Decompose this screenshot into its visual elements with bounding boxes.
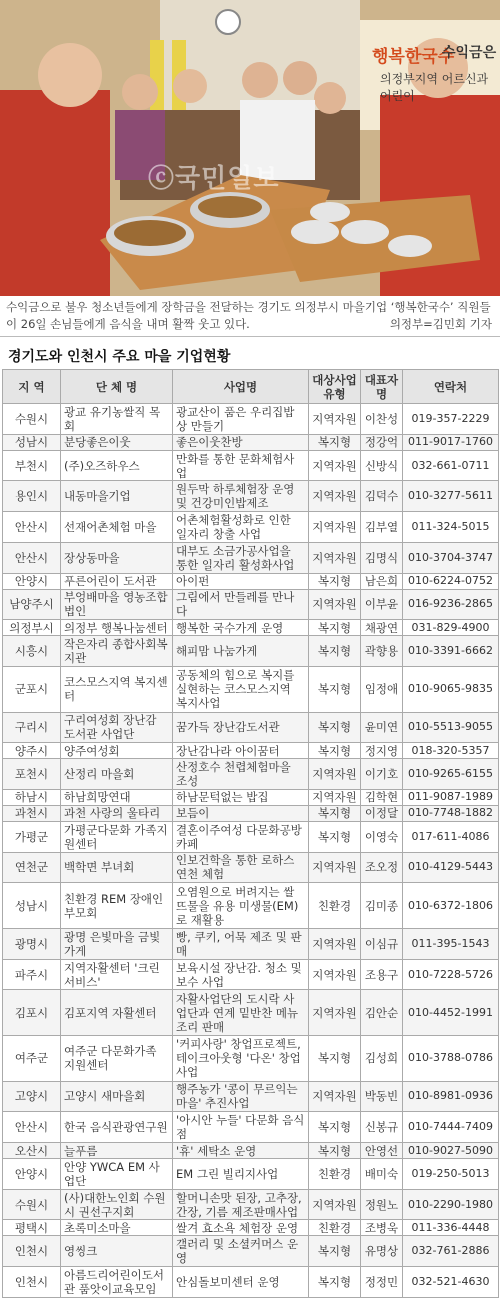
representative-cell: 김미종: [361, 883, 403, 929]
business-type-cell: 복지형: [309, 1267, 361, 1298]
group-name-cell: 내동마을기업: [61, 481, 173, 512]
group-name-cell: 가평군다문화 가족지원센터: [61, 821, 173, 852]
group-name-cell: 고양시 새마을회: [61, 1081, 173, 1112]
representative-cell: 이영숙: [361, 821, 403, 852]
table-row: [3, 1220, 499, 1236]
business-name-cell: 하남문턱없는 밥집: [173, 789, 309, 805]
business-name-cell: 보육시설 장난감. 청소 및 보수 사업: [173, 959, 309, 990]
representative-cell: 곽향용: [361, 636, 403, 667]
contact-cell: 010-4452-1991: [403, 990, 499, 1036]
contact-cell: 010-9027-5090: [403, 1143, 499, 1159]
business-type-cell: 복지형: [309, 620, 361, 636]
region-cell: 포천시: [3, 759, 61, 790]
region-cell: 여주군: [3, 1035, 61, 1081]
contact-cell: 010-3391-6662: [403, 636, 499, 667]
table-row: [3, 852, 499, 883]
business-type-cell: 지역자원: [309, 1081, 361, 1112]
region-cell: 연천군: [3, 852, 61, 883]
contact-cell: 010-4129-5443: [403, 852, 499, 883]
contact-cell: 032-761-2886: [403, 1236, 499, 1267]
business-name-cell: 인보건학을 통한 로하스연천 체험: [173, 852, 309, 883]
contact-cell: 010-9065-9835: [403, 666, 499, 712]
business-type-cell: 지역자원: [309, 852, 361, 883]
business-name-cell: 만화를 통한 문화체험사업: [173, 450, 309, 481]
shop-sign-title: 행복한국수: [372, 47, 455, 67]
representative-cell: 정지영: [361, 743, 403, 759]
region-cell: 안산시: [3, 1112, 61, 1143]
table-header-row: [3, 370, 499, 404]
group-name-cell: (사)대한노인회 수원시 권선구지회: [61, 1189, 173, 1220]
region-cell: 구리시: [3, 712, 61, 743]
group-name-cell: 산정리 마을회: [61, 759, 173, 790]
business-type-cell: 지역자원: [309, 404, 361, 435]
representative-cell: 남은희: [361, 573, 403, 589]
region-cell: 시흥시: [3, 636, 61, 667]
contact-cell: 010-3704-3747: [403, 542, 499, 573]
contact-cell: 010-6372-1806: [403, 883, 499, 929]
business-name-cell: 빵, 쿠키, 어묵 제조 및 판매: [173, 928, 309, 959]
region-cell: 인천시: [3, 1267, 61, 1298]
caption-text: 수익금으로 불우 청소년들에게 장학금을 전달하는 경기도 의정부시 마을기업 ‘행복한국수’ 직원들이 26일 손님들에게 음식을 내며 활짝 웃고 있다.: [6, 300, 491, 331]
representative-cell: 정강억: [361, 434, 403, 450]
representative-cell: 정정민: [361, 1267, 403, 1298]
group-name-cell: 하남희망연대: [61, 789, 173, 805]
group-name-cell: 친환경 REM 장애인 부모회: [61, 883, 173, 929]
business-type-cell: 복지형: [309, 434, 361, 450]
table-row: [3, 883, 499, 929]
header-contact: 연락처: [403, 370, 499, 404]
region-cell: 과천시: [3, 805, 61, 821]
table-row: [3, 759, 499, 790]
shop-sign-subtext: 의정부지역 어르신과 어린이: [380, 72, 489, 103]
group-name-cell: 장상동마을: [61, 542, 173, 573]
business-name-cell: 꿈가득 장난감도서관: [173, 712, 309, 743]
contact-cell: 019-357-2229: [403, 404, 499, 435]
group-name-cell: 의정부 행복나눔센터: [61, 620, 173, 636]
table-row: [3, 1189, 499, 1220]
region-cell: 안산시: [3, 542, 61, 573]
business-type-cell: 복지형: [309, 805, 361, 821]
business-name-cell: 장난감나라 아이꿈터: [173, 743, 309, 759]
table-row: [3, 959, 499, 990]
representative-cell: 김명식: [361, 542, 403, 573]
business-type-cell: 지역자원: [309, 789, 361, 805]
business-name-cell: 갤러리 및 소셜커머스 운영: [173, 1236, 309, 1267]
contact-cell: 019-250-5013: [403, 1158, 499, 1189]
business-type-cell: 지역자원: [309, 450, 361, 481]
business-type-cell: 복지형: [309, 1112, 361, 1143]
contact-cell: 011-9087-1989: [403, 789, 499, 805]
representative-cell: 신봉규: [361, 1112, 403, 1143]
region-cell: 안양시: [3, 1158, 61, 1189]
contact-cell: 031-829-4900: [403, 620, 499, 636]
business-name-cell: EM 그린 빌리지사업: [173, 1158, 309, 1189]
business-name-cell: 보듬이: [173, 805, 309, 821]
table-row: [3, 1143, 499, 1159]
representative-cell: 조병욱: [361, 1220, 403, 1236]
contact-cell: 010-7444-7409: [403, 1112, 499, 1143]
business-type-cell: 복지형: [309, 712, 361, 743]
business-type-cell: 복지형: [309, 821, 361, 852]
representative-cell: 이기호: [361, 759, 403, 790]
representative-cell: 정원노: [361, 1189, 403, 1220]
business-type-cell: 지역자원: [309, 990, 361, 1036]
business-name-cell: '커피사랑' 창업프로젝트, 테이크아웃형 '다온' 창업 사업: [173, 1035, 309, 1081]
region-cell: 김포시: [3, 990, 61, 1036]
representative-cell: 이정달: [361, 805, 403, 821]
business-name-cell: '휴' 세탁소 운영: [173, 1143, 309, 1159]
group-name-cell: 코스모스지역 복지센터: [61, 666, 173, 712]
contact-cell: 032-521-4630: [403, 1267, 499, 1298]
group-name-cell: 광교 유기농쌀직 목회: [61, 404, 173, 435]
representative-cell: 김학현: [361, 789, 403, 805]
business-type-cell: 복지형: [309, 743, 361, 759]
representative-cell: 유명상: [361, 1236, 403, 1267]
group-name-cell: 푸른어린이 도서관: [61, 573, 173, 589]
business-name-cell: 어촌체험활성화로 인한 일자리 창출 사업: [173, 512, 309, 543]
business-type-cell: 복지형: [309, 573, 361, 589]
region-cell: 고양시: [3, 1081, 61, 1112]
group-name-cell: 분당좋은이웃: [61, 434, 173, 450]
representative-cell: 조오정: [361, 852, 403, 883]
region-cell: 부천시: [3, 450, 61, 481]
table-row: [3, 1081, 499, 1112]
representative-cell: 이찬성: [361, 404, 403, 435]
business-name-cell: 광교산이 품은 우리집밥상 만들기: [173, 404, 309, 435]
business-name-cell: 해피맘 나눔가게: [173, 636, 309, 667]
table-row: [3, 512, 499, 543]
header-representative: 대표자 명: [361, 370, 403, 404]
region-cell: 광명시: [3, 928, 61, 959]
group-name-cell: 과천 사랑의 울타리: [61, 805, 173, 821]
photo-caption: [0, 297, 500, 337]
table-body: [3, 404, 499, 1298]
news-photo: [0, 0, 500, 296]
group-name-cell: 늘푸름: [61, 1143, 173, 1159]
business-name-cell: 원두막 하루체험장 운영 및 건강미인밥제조: [173, 481, 309, 512]
region-cell: 성남시: [3, 883, 61, 929]
region-cell: 군포시: [3, 666, 61, 712]
region-cell: 의정부시: [3, 620, 61, 636]
group-name-cell: 여주군 다문화가족 지원센터: [61, 1035, 173, 1081]
region-cell: 양주시: [3, 743, 61, 759]
table-row: [3, 542, 499, 573]
table-row: [3, 434, 499, 450]
business-name-cell: 대부도 소금가공사업을 통한 일자리 활성화사업: [173, 542, 309, 573]
table-row: [3, 666, 499, 712]
table-row: [3, 636, 499, 667]
region-cell: 수원시: [3, 404, 61, 435]
group-name-cell: 선재어촌체험 마을: [61, 512, 173, 543]
region-cell: 가평군: [3, 821, 61, 852]
business-name-cell: 행복한 국수가게 운영: [173, 620, 309, 636]
contact-cell: 011-324-5015: [403, 512, 499, 543]
region-cell: 성남시: [3, 434, 61, 450]
business-name-cell: 결혼이주여성 다문화공방 카페: [173, 821, 309, 852]
table-row: [3, 620, 499, 636]
business-type-cell: 복지형: [309, 636, 361, 667]
business-type-cell: 친환경: [309, 1158, 361, 1189]
business-type-cell: 지역자원: [309, 542, 361, 573]
table-row: [3, 928, 499, 959]
table-row: [3, 1112, 499, 1143]
business-type-cell: 복지형: [309, 1236, 361, 1267]
header-business-type: 대상사업 유형: [309, 370, 361, 404]
table-row: [3, 573, 499, 589]
table-row: [3, 821, 499, 852]
business-type-cell: 지역자원: [309, 759, 361, 790]
group-name-cell: 백학면 부녀회: [61, 852, 173, 883]
table-row: [3, 589, 499, 620]
group-name-cell: 작은자리 종합사회복지관: [61, 636, 173, 667]
business-type-cell: 복지형: [309, 1143, 361, 1159]
group-name-cell: 초록미소마을: [61, 1220, 173, 1236]
group-name-cell: 지역자활센터 '크린 서비스': [61, 959, 173, 990]
table-row: [3, 1158, 499, 1189]
header-group-name: 단 체 명: [61, 370, 173, 404]
contact-cell: 018-320-5357: [403, 743, 499, 759]
table-row: [3, 712, 499, 743]
business-type-cell: 지역자원: [309, 481, 361, 512]
business-name-cell: 공동체의 힘으로 복지를 실현하는 코스모스지역 복지사업: [173, 666, 309, 712]
business-name-cell: 안심돌보미센터 운영: [173, 1267, 309, 1298]
region-cell: 용인시: [3, 481, 61, 512]
business-type-cell: 복지형: [309, 1035, 361, 1081]
contact-cell: 010-9265-6155: [403, 759, 499, 790]
business-type-cell: 친환경: [309, 1220, 361, 1236]
region-cell: 인천시: [3, 1236, 61, 1267]
business-name-cell: 행주농가 '콩이 무르익는 마을' 추진사업: [173, 1081, 309, 1112]
region-cell: 남양주시: [3, 589, 61, 620]
group-name-cell: 김포지역 자활센터: [61, 990, 173, 1036]
region-cell: 오산시: [3, 1143, 61, 1159]
shop-sign-text: 수익금은: [442, 45, 497, 61]
table-row: [3, 789, 499, 805]
region-cell: 안양시: [3, 573, 61, 589]
table-row: [3, 743, 499, 759]
representative-cell: 임정애: [361, 666, 403, 712]
business-name-cell: 산정호수 천렵체험마을 조성: [173, 759, 309, 790]
group-name-cell: 부엉배마을 영농조합법인: [61, 589, 173, 620]
header-region: 지 역: [3, 370, 61, 404]
table-row: [3, 805, 499, 821]
table-row: [3, 481, 499, 512]
header-business-name: 사업명: [173, 370, 309, 404]
representative-cell: 신방식: [361, 450, 403, 481]
region-cell: 수원시: [3, 1189, 61, 1220]
representative-cell: 윤미연: [361, 712, 403, 743]
contact-cell: 010-6224-0752: [403, 573, 499, 589]
group-name-cell: 한국 음식관광연구원: [61, 1112, 173, 1143]
representative-cell: 김덕수: [361, 481, 403, 512]
contact-cell: 010-2290-1980: [403, 1189, 499, 1220]
table-row: [3, 404, 499, 435]
contact-cell: 032-661-0711: [403, 450, 499, 481]
contact-cell: 011-9017-1760: [403, 434, 499, 450]
contact-cell: 017-611-4086: [403, 821, 499, 852]
group-name-cell: 영씽크: [61, 1236, 173, 1267]
business-type-cell: 지역자원: [309, 928, 361, 959]
representative-cell: 김부열: [361, 512, 403, 543]
group-name-cell: 구리여성회 장난감 도서관 사업단: [61, 712, 173, 743]
business-type-cell: 지역자원: [309, 1189, 361, 1220]
contact-cell: 010-3277-5611: [403, 481, 499, 512]
business-name-cell: 자활사업단의 도시락 사업단과 연계 밑반찬 메뉴 조리 판매: [173, 990, 309, 1036]
business-name-cell: 그림에서 만들레를 만나다: [173, 589, 309, 620]
business-name-cell: 쌀겨 효소욕 체험장 운영: [173, 1220, 309, 1236]
table-row: [3, 1236, 499, 1267]
region-cell: 평택시: [3, 1220, 61, 1236]
business-type-cell: 지역자원: [309, 959, 361, 990]
table-row: [3, 450, 499, 481]
group-name-cell: 안양 YWCA EM 사업단: [61, 1158, 173, 1189]
contact-cell: 010-3788-0786: [403, 1035, 499, 1081]
group-name-cell: 양주여성회: [61, 743, 173, 759]
business-name-cell: '아시안 누들' 다문화 음식점: [173, 1112, 309, 1143]
contact-cell: 010-7228-5726: [403, 959, 499, 990]
group-name-cell: 광명 은빛마을 금빛가게: [61, 928, 173, 959]
village-enterprise-table: [2, 369, 499, 1298]
representative-cell: 박동빈: [361, 1081, 403, 1112]
contact-cell: 016-9236-2865: [403, 589, 499, 620]
business-type-cell: 친환경: [309, 883, 361, 929]
contact-cell: 010-7748-1882: [403, 805, 499, 821]
representative-cell: 안영선: [361, 1143, 403, 1159]
group-name-cell: 아름드리어린이도서관 품앗이교육모임: [61, 1267, 173, 1298]
representative-cell: 김안순: [361, 990, 403, 1036]
region-cell: 안산시: [3, 512, 61, 543]
representative-cell: 조용구: [361, 959, 403, 990]
business-name-cell: 좋은이웃찬방: [173, 434, 309, 450]
contact-cell: 011-336-4448: [403, 1220, 499, 1236]
watermark: ⓒ국민일보: [148, 164, 280, 194]
representative-cell: 채광연: [361, 620, 403, 636]
business-type-cell: 지역자원: [309, 589, 361, 620]
business-name-cell: 할머니손맛 된장, 고추장, 간장, 기름 제조판매사업: [173, 1189, 309, 1220]
representative-cell: 김성희: [361, 1035, 403, 1081]
photo-credit: 의정부=김민회 기자: [389, 317, 492, 331]
table-title: 경기도와 인천시 주요 마을 기업현황: [8, 349, 231, 365]
representative-cell: 이심규: [361, 928, 403, 959]
business-type-cell: 지역자원: [309, 512, 361, 543]
contact-cell: 010-8981-0936: [403, 1081, 499, 1112]
table-row: [3, 990, 499, 1036]
region-cell: 파주시: [3, 959, 61, 990]
business-name-cell: 오염원으로 버려지는 쌀뜨물을 유용 미생물(EM)로 재활용: [173, 883, 309, 929]
group-name-cell: (주)오즈하우스: [61, 450, 173, 481]
table-row: [3, 1267, 499, 1298]
contact-cell: 010-5513-9055: [403, 712, 499, 743]
business-name-cell: 아이펀: [173, 573, 309, 589]
business-type-cell: 복지형: [309, 666, 361, 712]
representative-cell: 배미숙: [361, 1158, 403, 1189]
region-cell: 하남시: [3, 789, 61, 805]
representative-cell: 이부윤: [361, 589, 403, 620]
contact-cell: 011-395-1543: [403, 928, 499, 959]
table-row: [3, 1035, 499, 1081]
